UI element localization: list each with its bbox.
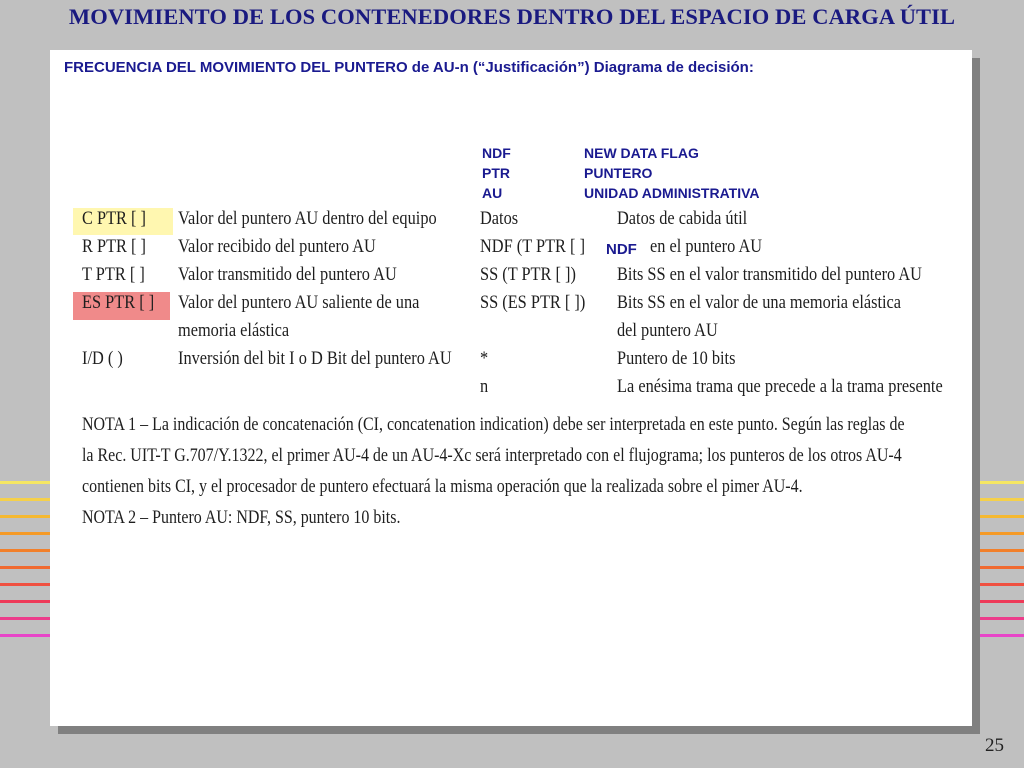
note-line: la Rec. UIT-T G.707/Y.1322, el primer AU-4 de un AU-4-Xc será interpretado con el flujograma; los punteros de los otros AU-4 — [82, 445, 902, 466]
stripe — [980, 481, 1024, 484]
right-desc: Datos de cabida útil — [617, 208, 748, 229]
stripe — [0, 566, 52, 569]
stripe — [980, 583, 1024, 586]
stripe — [980, 566, 1024, 569]
right-desc: en el puntero AU — [650, 236, 763, 257]
right-desc: Bits SS en el valor de una memoria elástica — [617, 292, 902, 313]
stripe — [0, 549, 52, 552]
left-term: T PTR [ ] — [82, 264, 145, 285]
note-line: contienen bits CI, y el procesador de puntero efectuará la misma operación que la realizada sobre el pimer AU-4. — [82, 476, 803, 497]
left-term: ES PTR [ ] — [82, 292, 155, 313]
slide-subtitle: FRECUENCIA DEL MOVIMIENTO DEL PUNTERO de AU-n (“Justificación”) Diagrama de decisión: — [64, 59, 754, 76]
stripes-left — [0, 481, 52, 637]
right-term: n — [480, 376, 489, 397]
right-desc: La enésima trama que precede a la trama presente — [617, 376, 943, 397]
left-term: I/D ( ) — [82, 348, 123, 369]
left-desc: Valor del puntero AU dentro del equipo — [178, 208, 437, 229]
abbr-meaning: PUNTERO — [584, 165, 653, 181]
stripe — [0, 498, 52, 501]
abbr-terms — [482, 143, 511, 203]
stripe — [0, 532, 52, 535]
note-line: NOTA 1 – La indicación de concatenación (CI, concatenation indication) debe ser interpretada en este punto. Según las reglas de — [82, 414, 905, 435]
stripe — [0, 583, 52, 586]
stripes-right — [980, 481, 1024, 637]
stripe — [980, 532, 1024, 535]
right-term: NDF (T PTR [ ] — [480, 236, 586, 257]
left-desc: memoria elástica — [178, 320, 290, 341]
right-term: SS (ES PTR [ ]) — [480, 292, 586, 313]
abbr-term: NDF — [482, 145, 511, 161]
page-number: 25 — [985, 735, 1004, 756]
right-term: SS (T PTR [ ]) — [480, 264, 576, 285]
left-term: C PTR [ ] — [82, 208, 147, 229]
right-desc: Bits SS en el valor transmitido del puntero AU — [617, 264, 922, 285]
stripe — [0, 634, 52, 637]
stripe — [980, 515, 1024, 518]
abbr-term: AU — [482, 185, 503, 201]
right-desc: del puntero AU — [617, 320, 718, 341]
stripe — [980, 549, 1024, 552]
stripe — [980, 498, 1024, 501]
stripe — [0, 481, 52, 484]
left-desc: Valor transmitido del puntero AU — [178, 264, 397, 285]
abbr-term: PTR — [482, 165, 510, 181]
stripe — [0, 600, 52, 603]
stripe — [0, 617, 52, 620]
abbr-meaning: UNIDAD ADMINISTRATIVA — [584, 185, 760, 201]
stripe — [0, 515, 52, 518]
abbr-meanings — [584, 143, 760, 203]
stripe — [980, 600, 1024, 603]
left-term: R PTR [ ] — [82, 236, 147, 257]
abbr-meaning: NEW DATA FLAG — [584, 145, 699, 161]
right-term: * — [480, 348, 489, 369]
right-desc: Puntero de 10 bits — [617, 348, 736, 369]
left-desc: Valor recibido del puntero AU — [178, 236, 376, 257]
stripe — [980, 634, 1024, 637]
slide-title: MOVIMIENTO DE LOS CONTENEDORES DENTRO DEL ESPACIO DE CARGA ÚTIL — [68, 4, 956, 29]
stripe — [980, 617, 1024, 620]
ndf-overlay-label: NDF — [606, 241, 637, 258]
left-desc: Inversión del bit I o D Bit del puntero AU — [178, 348, 452, 369]
note-line: NOTA 2 – Puntero AU: NDF, SS, puntero 10 bits. — [82, 507, 401, 528]
right-term: Datos — [480, 208, 519, 229]
left-desc: Valor del puntero AU saliente de una — [178, 292, 420, 313]
